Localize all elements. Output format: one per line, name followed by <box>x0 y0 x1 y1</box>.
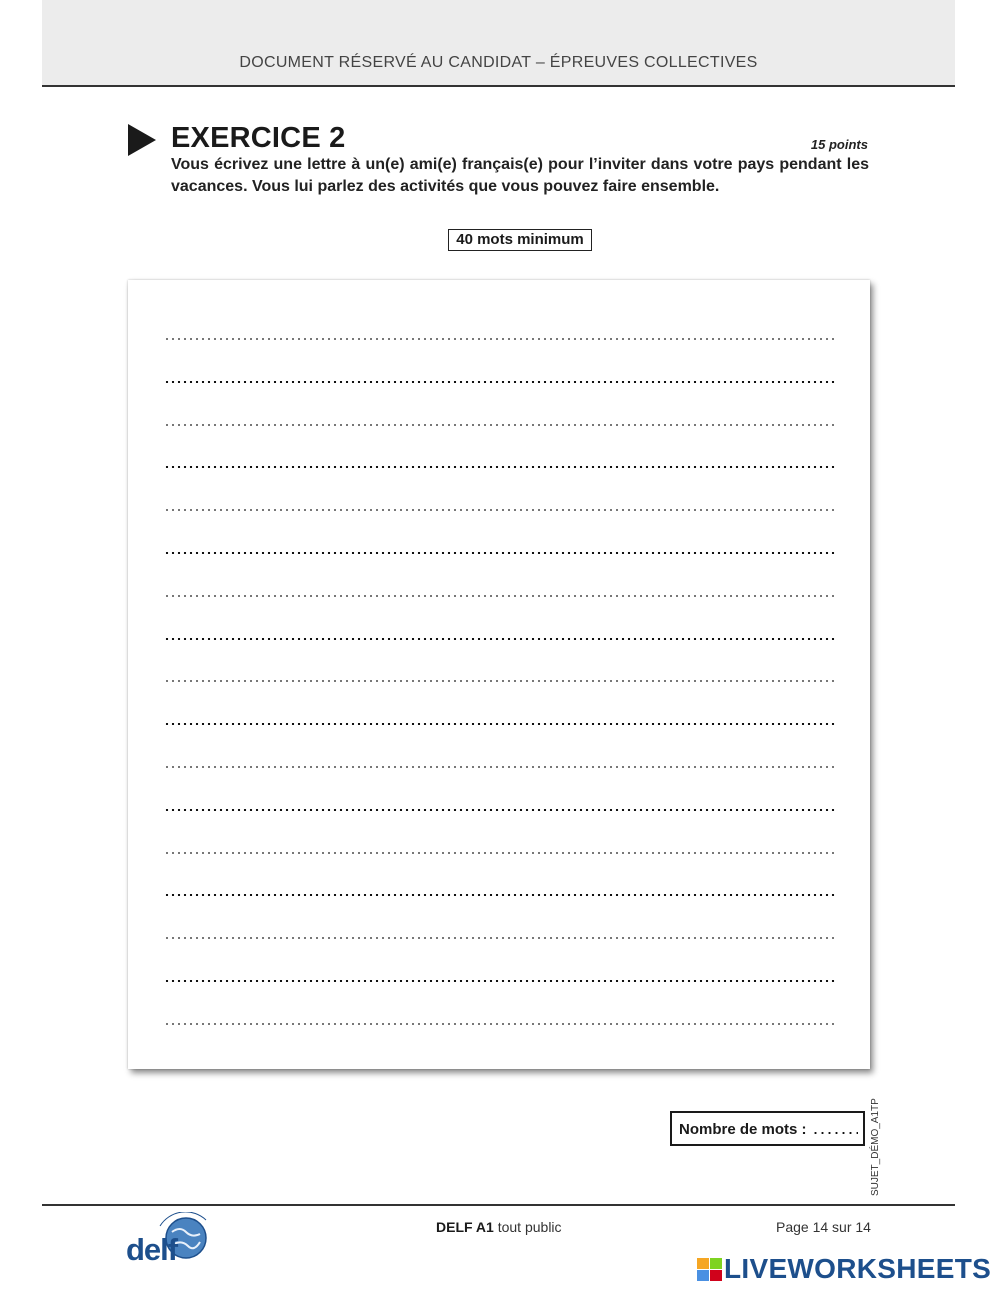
writing-line[interactable] <box>164 766 836 768</box>
writing-line[interactable] <box>164 852 836 854</box>
delf-logo-text: delf <box>126 1232 178 1267</box>
writing-line[interactable] <box>164 509 836 511</box>
writing-line[interactable] <box>164 894 836 896</box>
footer-divider <box>42 1204 955 1206</box>
writing-line[interactable] <box>164 723 836 725</box>
footer-page-number: Page 14 sur 14 <box>776 1219 871 1235</box>
writing-line[interactable] <box>164 338 836 340</box>
writing-line[interactable] <box>164 552 836 554</box>
exam-level: DELF A1 <box>436 1219 494 1235</box>
footer-exam-name <box>436 1219 562 1235</box>
writing-line[interactable] <box>164 680 836 682</box>
writing-line[interactable] <box>164 1023 836 1025</box>
writing-line[interactable] <box>164 466 836 468</box>
writing-line[interactable] <box>164 809 836 811</box>
exam-audience: tout public <box>493 1219 562 1235</box>
writing-line[interactable] <box>164 937 836 939</box>
word-count-label: Nombre de mots : <box>679 1121 807 1138</box>
writing-line[interactable] <box>164 638 836 640</box>
header-band <box>42 0 955 87</box>
exercise-points: 15 points <box>810 137 868 152</box>
document-code: SUJET_DÉMO_A1TP <box>870 1098 881 1196</box>
play-arrow-icon <box>128 124 156 156</box>
exercise-title: EXERCICE 2 <box>171 122 346 154</box>
exercise-instructions: Vous écrivez une lettre à un(e) ami(e) français(e) pour l’inviter dans votre pays pendant les vacances. Vous lui parlez des activités que vous pouvez faire ensemble. <box>171 156 869 195</box>
answer-writing-area[interactable] <box>128 280 870 1069</box>
writing-line[interactable] <box>164 424 836 426</box>
writing-line[interactable] <box>164 980 836 982</box>
liveworksheets-text: LIVEWORKSHEETS <box>724 1253 992 1284</box>
word-count-field[interactable] <box>812 1132 858 1134</box>
delf-logo <box>126 1212 210 1272</box>
writing-line[interactable] <box>164 595 836 597</box>
header-title: DOCUMENT RÉSERVÉ AU CANDIDAT – ÉPREUVES COLLECTIVES <box>239 54 758 71</box>
word-count-box[interactable] <box>670 1111 865 1146</box>
min-words-badge: 40 mots minimum <box>448 229 592 251</box>
liveworksheets-logo-icon <box>697 1258 723 1282</box>
writing-line[interactable] <box>164 381 836 383</box>
